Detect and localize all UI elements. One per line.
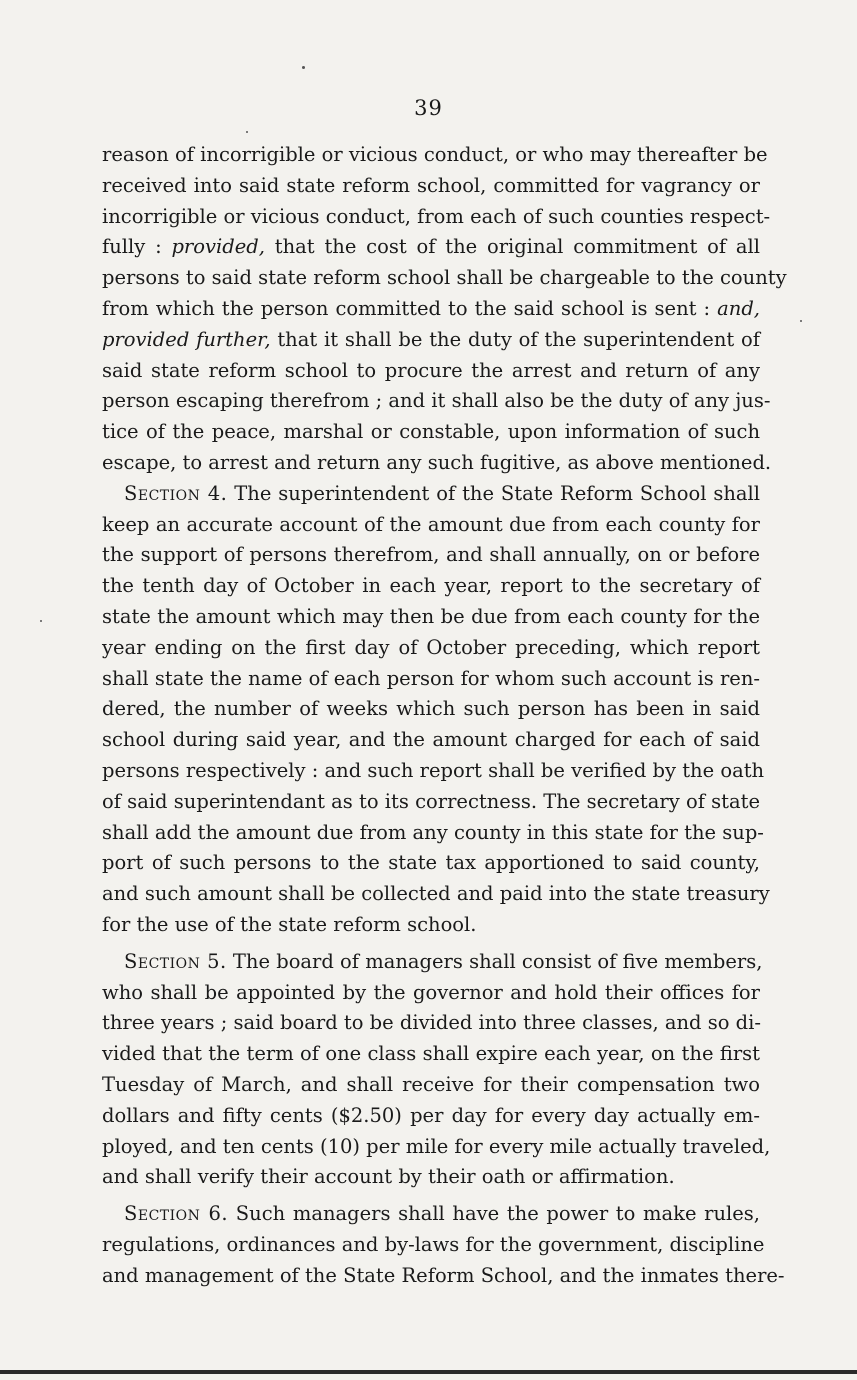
section-5-start: Section 5. The board of managers shall consist of five members, <box>124 949 763 973</box>
text-line: fully : provided, that the cost of the original commitment of all <box>102 235 761 259</box>
text-line: shall add the amount due from any county in this state for the sup- <box>102 820 764 844</box>
text-line: persons to said state reform school shall be chargeable to the county <box>102 266 787 290</box>
text-line: said state reform school to procure the arrest and return of any <box>102 358 760 382</box>
print-speck <box>40 620 42 622</box>
text-line: for the use of the state reform school. <box>102 912 477 936</box>
text-line: incorrigible or vicious conduct, from each of such counties respect- <box>102 204 771 228</box>
text-line: Tuesday of March, and shall receive for their compensation two <box>102 1072 760 1096</box>
text-line: person escaping therefrom ; and it shall also be the duty of any jus- <box>102 389 771 413</box>
text-line: dered, the number of weeks which such person has been in said <box>102 697 760 721</box>
body-text <box>102 140 787 1291</box>
italic-term: and, <box>717 296 761 320</box>
text-line: keep an accurate account of the amount due from each county for <box>102 512 760 536</box>
text-line: who shall be appointed by the governor and hold their offices for <box>102 980 760 1004</box>
text-line: and management of the State Reform School, and the inmates there- <box>102 1263 785 1287</box>
section-heading: Section 5. <box>124 949 227 973</box>
text-line: from which the person committed to the said school is sent : and, <box>102 296 761 320</box>
text-line: three years ; said board to be divided into three classes, and so di- <box>102 1011 761 1035</box>
italic-term: provided further, <box>102 327 271 351</box>
text-line: reason of incorrigible or vicious conduct, or who may thereafter be <box>102 143 768 166</box>
page-number: 39 <box>414 96 443 120</box>
text-line: school during said year, and the amount charged for each of said <box>102 728 760 752</box>
text-line: port of such persons to the state tax apportioned to said county, <box>102 851 760 875</box>
print-speck <box>302 66 305 69</box>
section-heading: Section 4. <box>124 481 228 505</box>
print-speck <box>800 320 802 322</box>
text-line: ployed, and ten cents (10) per mile for every mile actually traveled, <box>102 1134 771 1158</box>
text-line: of said superintendant as to its correctness. The secretary of state <box>102 789 760 813</box>
text-line: state the amount which may then be due from each county for the <box>102 604 760 628</box>
bottom-edge-rule <box>0 1370 857 1374</box>
section-4-start: Section 4. The superintendent of the State Reform School shall <box>124 481 760 505</box>
text-line: provided further, that it shall be the duty of the superintendent of <box>102 327 760 351</box>
text-line: year ending on the first day of October preceding, which report <box>102 635 760 659</box>
text-line: and such amount shall be collected and paid into the state treasury <box>102 882 770 906</box>
text-line: tice of the peace, marshal or constable, upon information of such <box>102 420 760 444</box>
italic-term: provided, <box>171 235 265 259</box>
text-line: regulations, ordinances and by-laws for the government, discipline <box>102 1232 765 1256</box>
section-6-start: Section 6. Such managers shall have the power to make rules, <box>124 1202 760 1226</box>
section-heading: Section 6. <box>124 1202 229 1226</box>
text-line: escape, to arrest and return any such fugitive, as above mentioned. <box>102 450 772 474</box>
text-line: the support of persons therefrom, and shall annually, on or before <box>102 543 760 567</box>
text-line: persons respectively : and such report shall be verified by the oath <box>102 758 765 782</box>
text-line: and shall verify their account by their oath or affirmation. <box>102 1165 675 1189</box>
text-line: dollars and fifty cents ($2.50) per day for every day actually em- <box>102 1103 760 1127</box>
text-line: vided that the term of one class shall expire each year, on the first <box>102 1042 760 1066</box>
text-line: shall state the name of each person for whom such account is ren- <box>102 666 760 690</box>
text-line: received into said state reform school, committed for vagrancy or <box>102 173 760 197</box>
print-speck <box>246 131 248 133</box>
text-line: the tenth day of October in each year, report to the secretary of <box>102 574 760 598</box>
